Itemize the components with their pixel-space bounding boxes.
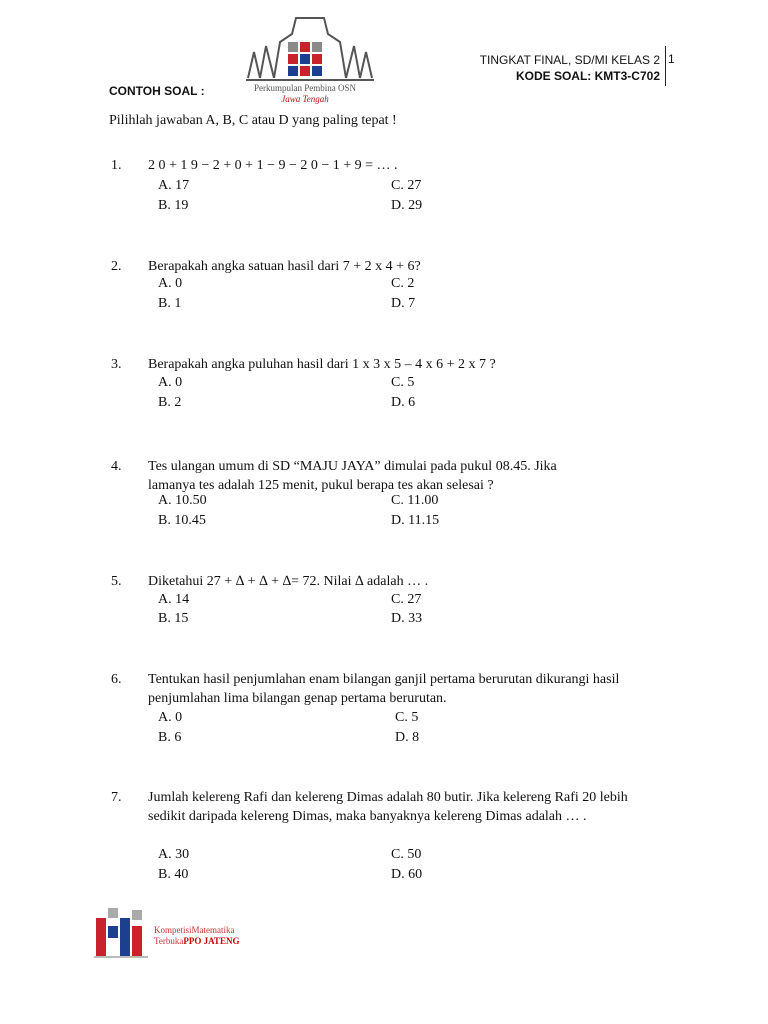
question-text: Jumlah kelereng Rafi dan kelereng Dimas adalah 80 butir. Jika kelereng Rafi 20 lebih sedikit daripada kelereng Dimas, maka banyaknya kelereng Dimas adalah … . (148, 790, 628, 824)
header-divider (665, 46, 666, 86)
option-d[interactable]: D. 11.15 (391, 513, 440, 528)
option-a[interactable]: A. 0 (158, 276, 183, 291)
option-b[interactable]: B. 40 (158, 867, 189, 882)
option-c[interactable]: C. 2 (391, 276, 415, 291)
option-a[interactable]: A. 30 (158, 847, 190, 862)
option-d[interactable]: D. 7 (391, 296, 416, 311)
question-text: Berapakah angka puluhan hasil dari 1 x 3 x 5 – 4 x 6 + 2 x 7 ? (148, 357, 496, 372)
option-d[interactable]: D. 60 (391, 867, 423, 882)
question-text: Diketahui 27 + ∆ + ∆ + ∆= 72. Nilai ∆ adalah … . (148, 574, 429, 589)
page-number: 1 (668, 52, 675, 66)
option-b[interactable]: B. 6 (158, 730, 182, 745)
option-c[interactable]: C. 11.00 (391, 493, 439, 508)
question-text: Berapakah angka satuan hasil dari 7 + 2 x 4 + 6? (148, 259, 421, 274)
option-c[interactable]: C. 5 (391, 375, 415, 390)
option-b[interactable]: B. 19 (158, 198, 189, 213)
option-a[interactable]: A. 0 (158, 710, 183, 725)
exam-level: TINGKAT FINAL, SD/MI KELAS 2 (479, 53, 660, 67)
logo-region: Jawa Tengah (281, 94, 329, 104)
option-a[interactable]: A. 17 (158, 178, 190, 193)
kmt-logo-icon (92, 904, 152, 960)
question-text: 2 0 + 1 9 − 2 + 0 + 1 − 9 − 2 0 − 1 + 9 = … . (148, 158, 398, 173)
option-b[interactable]: B. 10.45 (158, 513, 206, 528)
question-number: 1. (111, 158, 122, 173)
option-b[interactable]: B. 1 (158, 296, 182, 311)
option-d[interactable]: D. 29 (391, 198, 423, 213)
question-number: 4. (111, 459, 122, 474)
option-c[interactable]: C. 27 (391, 592, 422, 607)
footer-brand: PPO JATENG (183, 936, 240, 946)
question-number: 2. (111, 259, 122, 274)
logo-org-name: Perkumpulan Pembina OSN (254, 83, 356, 93)
footer-line1: KompetisiMatematika (154, 925, 235, 935)
option-c[interactable]: C. 27 (391, 178, 422, 193)
footer-prefix: Terbuka (154, 936, 184, 946)
question-number: 6. (111, 672, 122, 687)
option-d[interactable]: D. 6 (391, 395, 416, 410)
section-label: CONTOH SOAL : (109, 84, 205, 98)
option-a[interactable]: A. 0 (158, 375, 183, 390)
option-d[interactable]: D. 33 (391, 611, 423, 626)
instruction: Pilihlah jawaban A, B, C atau D yang paling tepat ! (109, 113, 397, 128)
header-info (480, 52, 660, 84)
question-number: 3. (111, 357, 122, 372)
option-c[interactable]: C. 50 (391, 847, 422, 862)
option-b[interactable]: B. 15 (158, 611, 189, 626)
option-a[interactable]: A. 14 (158, 592, 190, 607)
option-a[interactable]: A. 10.50 (158, 493, 207, 508)
exam-code: KODE SOAL: KMT3-C702 (515, 69, 660, 83)
question-text: Tentukan hasil penjumlahan enam bilangan ganjil pertama berurutan dikurangi hasil penjumlahan lima bilangan genap pertama berurutan. (148, 672, 620, 706)
option-b[interactable]: B. 2 (158, 395, 182, 410)
question-number: 5. (111, 574, 122, 589)
option-d[interactable]: D. 8 (395, 730, 420, 745)
option-c[interactable]: C. 5 (395, 710, 419, 725)
question-text: Tes ulangan umum di SD “MAJU JAYA” dimulai pada pukul 08.45. Jika lamanya tes adalah 125 menit, pukul berapa tes akan selesai ? (148, 459, 557, 493)
footer-line2 (154, 936, 239, 946)
question-number: 7. (111, 790, 122, 805)
